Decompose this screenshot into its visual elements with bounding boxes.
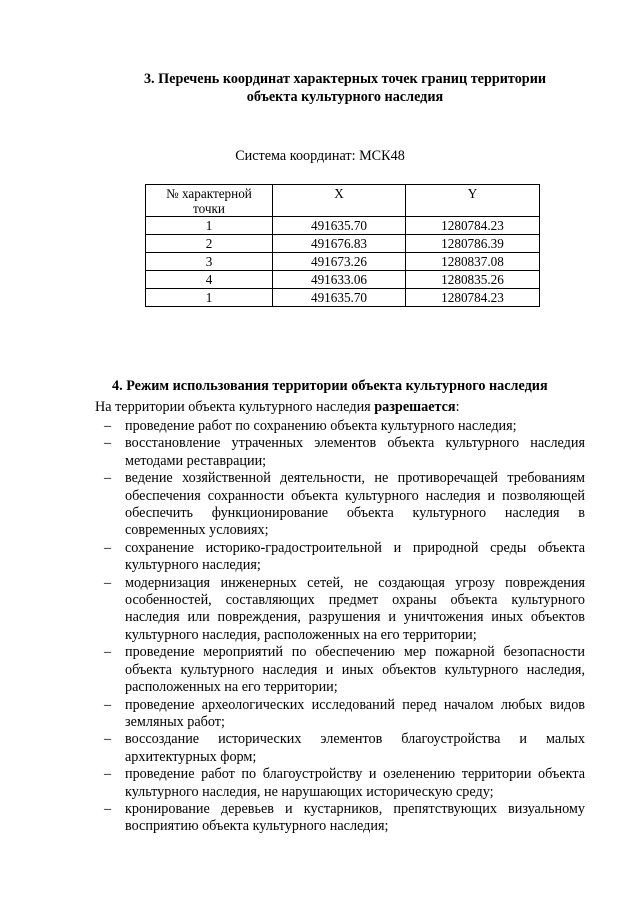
table-row	[146, 271, 540, 289]
table-row	[146, 253, 540, 271]
table-header-row	[146, 185, 540, 217]
cell-point-number: 3	[146, 253, 273, 271]
cell-point-number: 2	[146, 235, 273, 253]
list-item-text: воссоздание исторических элементов благоустройства и малых архитектурных форм;	[125, 731, 585, 765]
header-x: X	[273, 185, 406, 217]
list-item	[0, 697, 585, 732]
list-item-text: проведение мероприятий по обеспечению мер пожарной безопасности объекта культурного наследия и иных объектов культурного наследия, расположенных на его территории;	[125, 644, 585, 696]
list-item	[0, 540, 585, 575]
cell-x: 491635.70	[273, 289, 406, 307]
table-row	[146, 217, 540, 235]
coordinates-table	[145, 184, 540, 307]
bullet-dash: –	[104, 731, 112, 748]
table-row	[146, 289, 540, 307]
list-item-text: кронирование деревьев и кустарников, препятствующих визуальному восприятию объекта культурного наследия;	[125, 800, 585, 835]
bullet-dash: –	[104, 644, 112, 661]
list-item	[0, 418, 585, 435]
header-y: Y	[406, 185, 540, 217]
bullet-dash: –	[104, 470, 112, 487]
intro-text: На территории объекта культурного наследия	[95, 399, 375, 415]
list-item	[0, 766, 585, 801]
section-3-heading	[110, 70, 580, 106]
list-item	[0, 801, 585, 836]
cell-point-number: 1	[146, 289, 273, 307]
cell-x: 491635.70	[273, 217, 406, 235]
coordinate-system-label: Система координат: МСК48	[235, 148, 405, 164]
intro-bold-word: разрешается	[374, 399, 456, 415]
list-item-text: проведение работ по сохранению объекта культурного наследия;	[125, 418, 517, 434]
bullet-dash: –	[104, 800, 112, 817]
list-item-text: проведение работ по благоустройству и озеленению территории объекта культурного наследия, не нарушающих историческую среду;	[125, 766, 585, 800]
list-item	[0, 575, 585, 645]
cell-x: 491673.26	[273, 253, 406, 271]
bullet-dash: –	[104, 435, 112, 452]
cell-y: 1280837.08	[406, 253, 540, 271]
cell-y: 1280784.23	[406, 217, 540, 235]
allowed-activities-list	[0, 418, 640, 836]
section-4-intro	[95, 399, 460, 416]
cell-y: 1280786.39	[406, 235, 540, 253]
list-item	[0, 644, 585, 696]
section-3-heading-line-2: объекта культурного наследия	[246, 89, 444, 105]
intro-colon: :	[455, 399, 460, 415]
list-item-text: сохранение историко-градостроительной и природной среды объекта культурного наследия;	[125, 539, 585, 574]
list-item	[0, 470, 585, 540]
list-item-text: ведение хозяйственной деятельности, не противоречащей требованиям обеспечения сохранности объекта культурного наследия и позволяющей обеспечить функционирование объекта культурного наследия в современных условиях;	[125, 470, 585, 539]
bullet-dash: –	[104, 574, 112, 591]
bullet-dash: –	[104, 766, 112, 783]
cell-y: 1280835.26	[406, 271, 540, 289]
cell-x: 491676.83	[273, 235, 406, 253]
bullet-dash: –	[104, 418, 112, 434]
list-item	[0, 435, 585, 470]
section-4-heading: 4. Режим использования территории объекта культурного наследия	[112, 378, 548, 394]
bullet-dash: –	[104, 539, 112, 556]
list-item-text: проведение археологических исследований перед началом любых видов земляных работ;	[125, 696, 585, 730]
cell-x: 491633.06	[273, 271, 406, 289]
bullet-dash: –	[104, 696, 112, 713]
cell-point-number: 1	[146, 217, 273, 235]
list-item-text: восстановление утраченных элементов объекта культурного наследия методами реставрации;	[125, 435, 585, 469]
header-point-number: № характерной точки	[146, 185, 273, 217]
section-3-heading-line-1: 3. Перечень координат характерных точек границ территории	[143, 71, 547, 87]
list-item	[0, 731, 585, 766]
table-row	[146, 235, 540, 253]
cell-point-number: 4	[146, 271, 273, 289]
list-item-text: модернизация инженерных сетей, не создающая угрозу повреждения особенностей, составляющих предмет охраны объекта культурного наследия или повреждения, разрушения и уничтожения иных объектов культурного наследия, расположенных на его территории;	[125, 574, 585, 643]
cell-y: 1280784.23	[406, 289, 540, 307]
